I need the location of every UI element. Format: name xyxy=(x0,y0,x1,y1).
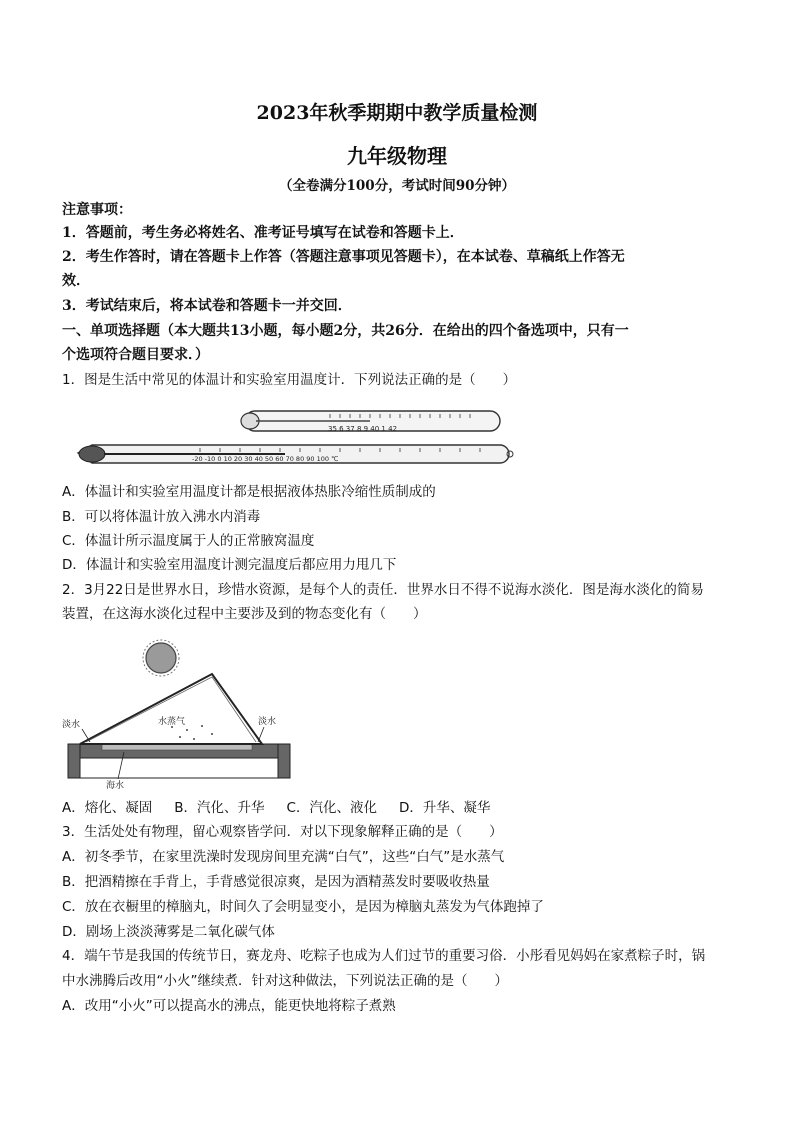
clinical-thermometer-scale: 35 6 37 8 9 40 1 42 xyxy=(328,425,398,433)
question-3-option-b: B．把酒精擦在手背上，手背感觉很凉爽，是因为酒精蒸发时要吸收热量 xyxy=(62,874,490,890)
section-heading-line1: 一、单项选择题（本大题共13小题，每小题2分，共26分．在给出的四个备选项中，只有一 xyxy=(62,323,629,339)
exam-subtitle: （全卷满分100分，考试时间90分钟） xyxy=(279,178,515,194)
question-3-option-a: A．初冬季节，在家里洗澡时发现房间里充满“白气”，这些“白气”是水蒸气 xyxy=(62,849,505,865)
question-3-stem: 3．生活处处有物理，留心观察皆学问．对以下现象解释正确的是（ ） xyxy=(62,824,503,840)
note-item-2-line2: 效． xyxy=(62,273,90,289)
question-4-stem-line1: 4．端午节是我国的传统节日，赛龙舟、吃粽子也成为人们过节的重要习俗．小彤看见妈妈在家煮粽子时，锅 xyxy=(62,948,706,964)
question-2-option-d: D．升华、凝华 xyxy=(398,800,491,816)
question-3-option-c: C．放在衣橱里的樟脑丸，时间久了会明显变小，是因为樟脑丸蒸发为气体跑掉了 xyxy=(62,899,544,915)
lab-thermometer-scale: -20 -10 0 10 20 30 40 50 60 70 80 90 100 ℃ xyxy=(192,455,339,463)
question-2-option-c: C．汽化、液化 xyxy=(286,800,377,816)
question-2-stem-line2: 装置，在这海水淡化过程中主要涉及到的物态变化有（ ） xyxy=(62,606,427,622)
fresh-water-label-right: 淡水 xyxy=(258,717,277,727)
question-2-option-a: A．熔化、凝固 xyxy=(62,800,153,816)
notes-heading: 注意事项： xyxy=(62,202,132,218)
question-4-stem-line2: 中水沸腾后改用“小火”继续煮．针对这种做法，下列说法正确的是（ ） xyxy=(62,973,508,989)
thermometers-figure xyxy=(70,405,520,470)
clinical-thermometer xyxy=(241,411,500,433)
question-1-option-a: A．体温计和实验室用温度计都是根据液体热胀冷缩性质制成的 xyxy=(62,484,436,500)
sun-icon xyxy=(143,640,179,676)
question-2-stem-line1: 2．3月22日是世界水日，珍惜水资源，是每个人的责任．世界水日不得不说海水淡化．图是海水淡化的简易 xyxy=(62,582,704,598)
lab-thermometer xyxy=(78,445,513,463)
exam-title: 2023年秋季期期中教学质量检测 xyxy=(256,102,538,124)
question-2-options xyxy=(62,798,512,818)
question-1-option-b: B．可以将体温计放入沸水内消毒 xyxy=(62,509,261,525)
fresh-water-label-left: 淡水 xyxy=(62,720,81,730)
sea-water-label: 海水 xyxy=(106,781,125,790)
note-item-1: 1．答题前，考生务必将姓名、准考证号填写在试卷和答题卡上． xyxy=(62,225,464,241)
question-4-option-a: A．改用“小火”可以提高水的沸点，能更快地将粽子煮熟 xyxy=(62,998,396,1014)
note-item-3: 3．考试结束后，将本试卷和答题卡一并交回． xyxy=(62,298,352,314)
vapor-label: 水蒸气 xyxy=(158,717,186,727)
question-1-option-d: D．体温计和实验室用温度计测完温度后都应用力甩几下 xyxy=(62,557,397,573)
question-3-option-d: D．剧场上淡淡薄雾是二氧化碳气体 xyxy=(62,924,275,940)
question-1-stem: 1．图是生活中常见的体温计和实验室用温度计．下列说法正确的是（ ） xyxy=(62,372,517,388)
desalination-figure xyxy=(62,632,302,790)
section-heading-line2: 个选项符合题目要求．） xyxy=(62,347,209,363)
question-1-option-c: C．体温计所示温度属于人的正常腋窝温度 xyxy=(62,533,315,549)
question-2-option-b: B．汽化、升华 xyxy=(174,800,265,816)
exam-subject: 九年级物理 xyxy=(347,144,447,168)
note-item-2-line1: 2．考生作答时，请在答题卡上作答（答题注意事项见答题卡），在本试卷、草稿纸上作答无 xyxy=(62,249,625,265)
